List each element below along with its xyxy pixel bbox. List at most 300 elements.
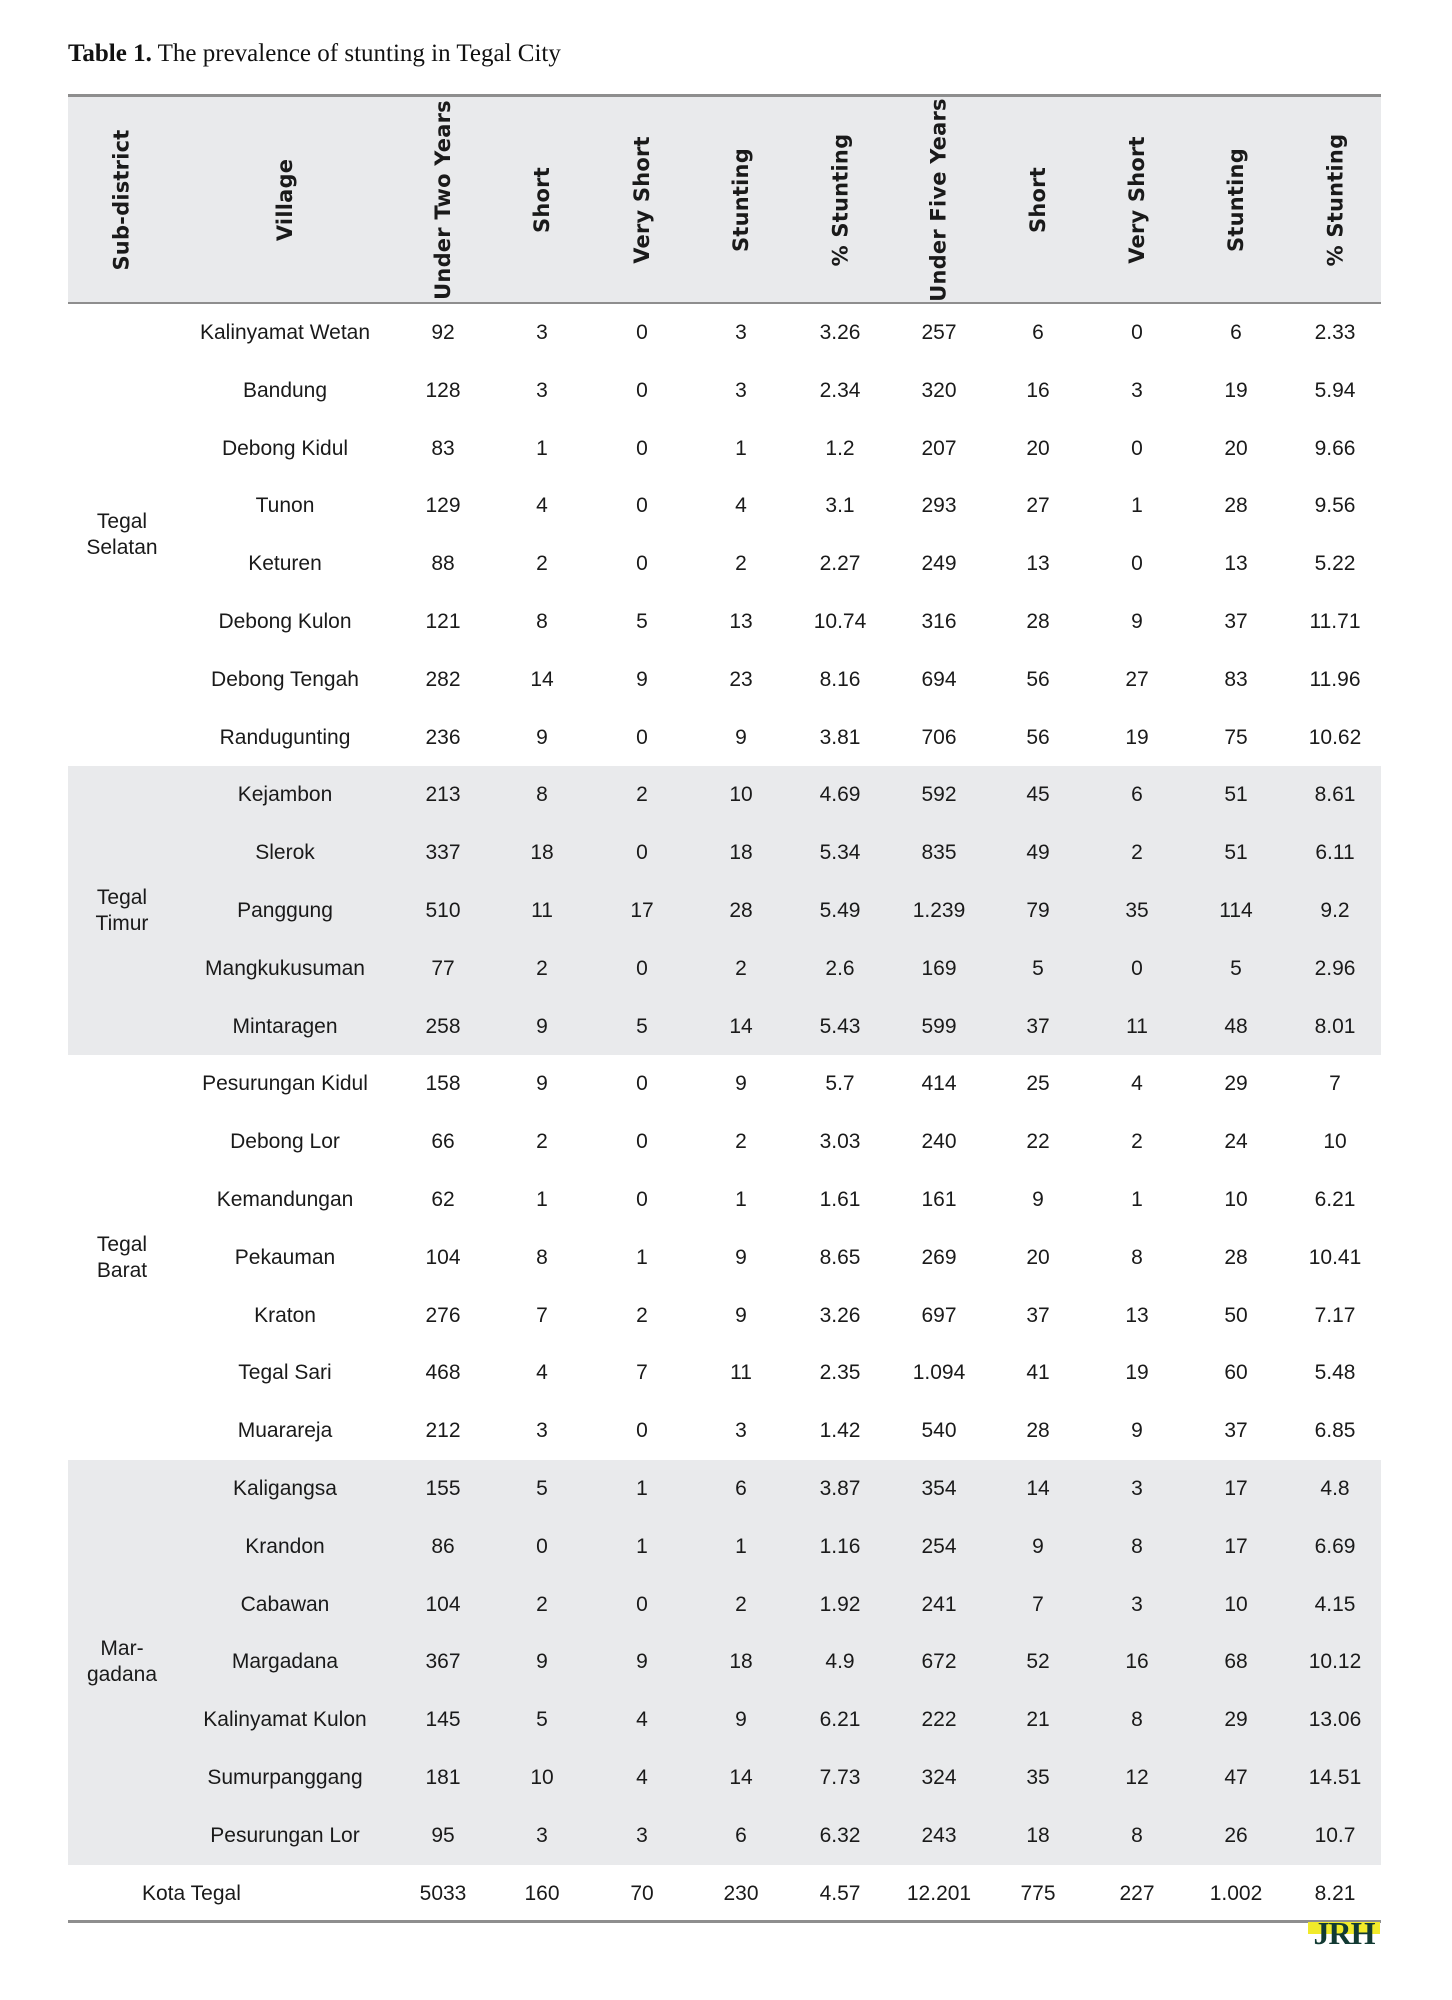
data-cell: 28 (729, 899, 753, 922)
data-cell: 2 (536, 956, 548, 980)
data-cell: 6.69 (1314, 1534, 1356, 1558)
data-cell: 5 (1032, 956, 1044, 980)
total-cell: 160 (524, 1881, 560, 1905)
data-cell: 293 (921, 494, 957, 518)
data-cell: 2 (735, 1130, 747, 1154)
data-cell: 320 (921, 378, 957, 402)
data-cell: 276 (425, 1303, 461, 1327)
data-cell: 13.06 (1308, 1708, 1362, 1732)
data-cell: 414 (921, 1072, 957, 1096)
data-cell: 8.01 (1314, 1014, 1356, 1038)
data-cell: 2.33 (1314, 321, 1356, 344)
data-cell: 52 (1026, 1650, 1050, 1674)
data-cell: 6 (1230, 321, 1242, 344)
column-header-label: Stunting (729, 148, 754, 252)
data-cell: 0 (636, 956, 648, 980)
data-cell: 5 (1230, 956, 1242, 980)
table-row (68, 882, 1381, 940)
data-cell: 83 (431, 436, 455, 460)
data-cell: 9.66 (1314, 436, 1356, 460)
total-cell: 1.002 (1209, 1881, 1263, 1905)
data-cell: 45 (1026, 783, 1050, 807)
data-cell: 16 (1026, 378, 1050, 402)
column-header (68, 97, 176, 303)
data-cell: 2 (536, 552, 548, 576)
data-cell: 1 (536, 1188, 548, 1211)
data-cell: 6 (735, 1477, 747, 1500)
data-cell: 1 (1131, 494, 1143, 518)
table-row (68, 1171, 1381, 1229)
village-name: Slerok (255, 841, 315, 865)
table-row (68, 1460, 1381, 1518)
journal-logo (1306, 1920, 1382, 1948)
data-cell: 0 (1131, 552, 1143, 576)
data-cell: 835 (921, 841, 957, 865)
data-cell: 2 (1131, 841, 1143, 865)
column-header-label: Under Two Years (431, 100, 455, 300)
data-cell: 2.35 (819, 1361, 861, 1385)
data-cell: 4.69 (819, 783, 861, 807)
data-cell: 29 (1224, 1708, 1248, 1732)
data-cell: 3 (536, 378, 548, 402)
data-cell: 9 (536, 1650, 548, 1674)
data-cell: 0 (536, 1534, 548, 1558)
data-cell: 254 (921, 1534, 957, 1558)
data-cell: 0 (636, 1419, 648, 1443)
column-header-label: Very Short (630, 136, 655, 264)
data-cell: 9 (1131, 1419, 1143, 1443)
data-cell: 16 (1125, 1650, 1149, 1674)
data-cell: 10 (1323, 1130, 1347, 1154)
data-cell: 1 (636, 1245, 648, 1269)
data-cell: 3 (1131, 1477, 1143, 1500)
data-cell: 4 (536, 1361, 548, 1385)
data-cell: 354 (921, 1477, 957, 1500)
data-cell: 9 (636, 667, 648, 691)
data-cell: 7 (1329, 1072, 1341, 1096)
data-cell: 3.03 (819, 1130, 861, 1154)
column-header-label: Stunting (1224, 148, 1249, 252)
data-cell: 0 (636, 1072, 648, 1096)
data-cell: 4.15 (1314, 1592, 1356, 1616)
data-cell: 22 (1026, 1130, 1050, 1154)
village-name: Muarareja (237, 1419, 333, 1443)
table-row (68, 535, 1381, 593)
table-row (68, 1287, 1381, 1345)
data-cell: 8 (1131, 1708, 1143, 1732)
data-cell: 37 (1026, 1014, 1050, 1038)
data-cell: 8.65 (819, 1245, 861, 1269)
table-row (68, 709, 1381, 767)
column-header-label: Very Short (1125, 136, 1150, 264)
column-header (692, 97, 791, 303)
data-cell: 9 (735, 1708, 747, 1732)
data-cell: 5.43 (819, 1014, 861, 1038)
column-header (791, 97, 890, 303)
data-cell: 2 (536, 1130, 548, 1154)
data-cell: 222 (921, 1708, 957, 1732)
data-cell: 10.41 (1308, 1245, 1362, 1269)
data-cell: 28 (1026, 610, 1050, 633)
data-cell: 24 (1224, 1130, 1248, 1154)
data-cell: 2 (735, 1592, 747, 1616)
data-cell: 6 (1032, 321, 1044, 344)
data-cell: 3.1 (825, 494, 855, 518)
data-cell: 13 (1125, 1303, 1149, 1327)
data-cell: 5 (536, 1708, 548, 1732)
data-cell: 3 (636, 1823, 648, 1847)
data-cell: 8 (1131, 1823, 1143, 1847)
data-cell: 8 (1131, 1245, 1143, 1269)
data-cell: 0 (636, 378, 648, 402)
data-cell: 6.21 (1314, 1188, 1356, 1211)
data-cell: 2 (636, 1303, 648, 1327)
data-cell: 29 (1224, 1072, 1248, 1096)
data-cell: 9 (1131, 610, 1143, 633)
column-header (1187, 97, 1286, 303)
data-cell: 8 (536, 610, 548, 633)
data-cell: 1 (735, 436, 747, 460)
data-cell: 0 (636, 436, 648, 460)
data-cell: 9 (1032, 1534, 1044, 1558)
total-row (68, 1865, 1381, 1923)
data-cell: 19 (1125, 1361, 1149, 1385)
data-cell: 5 (536, 1477, 548, 1500)
total-label: Kota Tegal (142, 1881, 241, 1905)
data-cell: 9.2 (1320, 899, 1350, 922)
data-cell: 18 (729, 841, 753, 865)
data-cell: 48 (1224, 1014, 1248, 1038)
village-name: Cabawan (240, 1592, 330, 1616)
village-name: Krandon (245, 1534, 325, 1558)
data-cell: 104 (425, 1592, 461, 1616)
data-cell: 0 (636, 1130, 648, 1154)
data-cell: 9 (735, 1072, 747, 1096)
sub-district-line: Barat (96, 1258, 148, 1282)
data-cell: 1 (636, 1534, 648, 1558)
data-cell: 158 (425, 1072, 461, 1096)
data-cell: 18 (1026, 1823, 1050, 1847)
data-cell: 4 (735, 494, 747, 518)
data-cell: 37 (1224, 610, 1248, 633)
data-cell: 257 (921, 321, 957, 344)
data-cell: 2 (735, 552, 747, 576)
data-cell: 11 (1126, 1014, 1148, 1038)
sub-district-label (68, 1232, 176, 1284)
data-cell: 10 (729, 783, 753, 807)
data-cell: 128 (425, 378, 461, 402)
data-cell: 77 (431, 956, 455, 980)
sub-district-line: Tegal (96, 1232, 148, 1256)
data-cell: 7 (536, 1303, 548, 1327)
data-cell: 1.42 (819, 1419, 861, 1443)
data-cell: 5.7 (825, 1072, 855, 1096)
data-cell: 11.96 (1309, 667, 1361, 691)
data-cell: 18 (530, 841, 554, 865)
data-cell: 41 (1026, 1361, 1050, 1385)
data-cell: 2 (1131, 1130, 1143, 1154)
table-row (68, 1749, 1381, 1807)
table-row (68, 940, 1381, 998)
table-row (68, 1518, 1381, 1576)
data-cell: 17 (630, 899, 654, 922)
data-cell: 1 (735, 1188, 747, 1211)
data-cell: 10.12 (1308, 1650, 1362, 1674)
village-name: Debong Kulon (218, 610, 352, 633)
village-name: Pekauman (234, 1245, 336, 1269)
village-name: Randugunting (219, 725, 351, 749)
table-row (68, 362, 1381, 420)
data-cell: 27 (1125, 667, 1149, 691)
data-cell: 2 (636, 783, 648, 807)
data-cell: 0 (636, 494, 648, 518)
village-name: Debong Kidul (221, 436, 349, 460)
data-cell: 145 (425, 1708, 461, 1732)
sub-district-label (68, 1636, 176, 1688)
data-cell: 83 (1224, 667, 1248, 691)
data-cell: 5 (636, 610, 648, 633)
data-cell: 14 (729, 1766, 753, 1789)
data-cell: 17 (1224, 1477, 1248, 1500)
table-row (68, 477, 1381, 535)
data-cell: 324 (921, 1766, 957, 1789)
data-cell: 92 (431, 321, 455, 344)
table-caption-label: Table 1. (68, 40, 152, 67)
table-row (68, 1344, 1381, 1402)
data-cell: 3 (735, 321, 747, 344)
data-cell: 75 (1224, 725, 1248, 749)
data-cell: 88 (431, 552, 455, 576)
data-cell: 5.94 (1314, 378, 1356, 402)
data-cell: 337 (425, 841, 461, 865)
data-cell: 51 (1224, 783, 1248, 807)
data-cell: 18 (729, 1650, 753, 1674)
column-header-label: % Stunting (828, 133, 853, 267)
village-name: Kaligangsa (233, 1477, 337, 1500)
data-cell: 104 (425, 1245, 461, 1269)
data-cell: 3 (536, 1823, 548, 1847)
data-cell: 14 (1026, 1477, 1050, 1500)
sub-district-line: Tegal (96, 885, 148, 909)
data-cell: 4 (636, 1708, 648, 1732)
table-row (68, 304, 1381, 362)
data-cell: 47 (1224, 1766, 1248, 1789)
data-cell: 6 (735, 1823, 747, 1847)
data-cell: 468 (425, 1361, 461, 1385)
data-cell: 0 (636, 321, 648, 344)
data-cell: 20 (1026, 436, 1050, 460)
data-cell: 5.48 (1314, 1361, 1356, 1385)
data-cell: 0 (636, 725, 648, 749)
data-cell: 14.51 (1308, 1766, 1362, 1789)
total-cell: 230 (723, 1881, 759, 1905)
village-name: Sumurpanggang (207, 1766, 363, 1789)
data-cell: 169 (921, 956, 957, 980)
data-cell: 4 (536, 494, 548, 518)
data-cell: 6.21 (819, 1708, 861, 1732)
data-cell: 4.9 (825, 1650, 855, 1674)
column-header (180, 97, 390, 303)
data-cell: 5.22 (1314, 552, 1356, 576)
logo-text: JRH (1313, 1920, 1375, 1948)
village-name: Mintaragen (232, 1014, 338, 1038)
village-name: Kemandungan (216, 1188, 354, 1211)
data-cell: 1.239 (912, 899, 966, 922)
column-header (1286, 97, 1385, 303)
data-cell: 28 (1224, 1245, 1248, 1269)
table-row (68, 998, 1381, 1056)
data-cell: 3 (536, 321, 548, 344)
data-cell: 13 (1026, 552, 1050, 576)
data-cell: 3 (1131, 1592, 1143, 1616)
village-name: Tunon (255, 494, 315, 518)
sub-district-line: Tegal (96, 510, 148, 534)
data-cell: 20 (1224, 436, 1248, 460)
data-cell: 28 (1026, 1419, 1050, 1443)
data-cell: 4 (1131, 1072, 1143, 1096)
data-cell: 2 (536, 1592, 548, 1616)
data-cell: 258 (425, 1014, 461, 1038)
data-cell: 4.8 (1320, 1477, 1350, 1500)
data-cell: 236 (425, 725, 461, 749)
sub-district-line: Timur (95, 911, 149, 935)
data-cell: 5 (636, 1014, 648, 1038)
village-name: Pesurungan Kidul (202, 1072, 368, 1096)
data-cell: 20 (1026, 1245, 1050, 1269)
data-cell: 155 (425, 1477, 461, 1500)
data-cell: 12 (1125, 1766, 1149, 1789)
data-cell: 3 (735, 378, 747, 402)
table-row (68, 1229, 1381, 1287)
table-row (68, 1691, 1381, 1749)
data-cell: 697 (921, 1303, 957, 1327)
data-cell: 11.71 (1309, 610, 1361, 633)
table-row (68, 1633, 1381, 1691)
data-cell: 3.81 (819, 725, 861, 749)
table-row (68, 420, 1381, 478)
column-header (593, 97, 692, 303)
data-cell: 0 (1131, 956, 1143, 980)
village-name: Margadana (231, 1650, 339, 1674)
data-cell: 2.27 (819, 552, 861, 576)
data-cell: 3.26 (819, 1303, 861, 1327)
data-cell: 66 (431, 1130, 455, 1154)
data-cell: 7 (636, 1361, 648, 1385)
village-name: Kejambon (237, 783, 333, 807)
data-cell: 35 (1125, 899, 1149, 922)
data-cell: 9 (536, 1072, 548, 1096)
data-cell: 25 (1026, 1072, 1050, 1096)
data-cell: 706 (921, 725, 957, 749)
data-cell: 35 (1026, 1766, 1050, 1789)
data-cell: 240 (921, 1130, 957, 1154)
data-cell: 3 (735, 1419, 747, 1443)
village-name: Mangkukusuman (205, 956, 365, 980)
data-cell: 7 (1032, 1592, 1044, 1616)
total-cell: 8.21 (1314, 1881, 1356, 1905)
data-cell: 7.73 (819, 1766, 861, 1789)
table-header (68, 97, 1381, 303)
table-caption-text: The prevalence of stunting in Tegal City (157, 40, 561, 67)
data-cell: 9 (1032, 1188, 1044, 1211)
data-cell: 8.61 (1314, 783, 1356, 807)
data-cell: 13 (1224, 552, 1248, 576)
data-cell: 510 (425, 899, 461, 922)
data-cell: 9 (735, 1303, 747, 1327)
column-header-label: Sub-district (110, 129, 135, 271)
data-cell: 161 (921, 1188, 957, 1211)
data-cell: 14 (729, 1014, 753, 1038)
data-cell: 129 (425, 494, 461, 518)
data-cell: 9 (735, 1245, 747, 1269)
table-row (68, 824, 1381, 882)
table-row (68, 593, 1381, 651)
data-cell: 5.49 (819, 899, 861, 922)
data-cell: 316 (921, 610, 957, 633)
data-cell: 56 (1026, 667, 1050, 691)
data-cell: 26 (1224, 1823, 1248, 1847)
data-cell: 249 (921, 552, 957, 576)
data-cell: 0 (636, 841, 648, 865)
data-cell: 8.16 (819, 667, 861, 691)
data-cell: 540 (921, 1419, 957, 1443)
sub-district-line: Selatan (86, 536, 158, 560)
data-cell: 1 (735, 1534, 747, 1558)
data-cell: 3 (1131, 378, 1143, 402)
data-cell: 11 (531, 899, 553, 922)
table-row (68, 1055, 1381, 1113)
data-cell: 1 (1131, 1188, 1143, 1211)
table-caption (68, 40, 561, 68)
data-cell: 50 (1224, 1303, 1248, 1327)
sub-district-label (68, 885, 176, 937)
data-cell: 181 (425, 1766, 461, 1789)
data-cell: 1.16 (819, 1534, 861, 1558)
data-cell: 7.17 (1314, 1303, 1356, 1327)
data-cell: 241 (921, 1592, 957, 1616)
sub-district-label (68, 509, 176, 561)
data-cell: 2.96 (1314, 956, 1356, 980)
data-cell: 207 (921, 436, 957, 460)
data-cell: 1.61 (819, 1188, 861, 1211)
data-cell: 95 (431, 1823, 455, 1847)
data-cell: 243 (921, 1823, 957, 1847)
data-cell: 51 (1224, 841, 1248, 865)
data-cell: 10 (1224, 1592, 1248, 1616)
data-cell: 49 (1026, 841, 1050, 865)
column-header (493, 97, 592, 303)
data-cell: 28 (1224, 494, 1248, 518)
sub-district-line: gadana (86, 1663, 158, 1687)
data-cell: 2.6 (825, 956, 855, 980)
data-cell: 10 (530, 1766, 554, 1789)
village-name: Kalinyamat Kulon (203, 1708, 367, 1732)
data-cell: 2.34 (819, 378, 861, 402)
data-cell: 27 (1026, 494, 1050, 518)
data-cell: 3.26 (819, 321, 861, 344)
data-cell: 4 (636, 1766, 648, 1789)
data-cell: 0 (636, 1188, 648, 1211)
data-cell: 282 (425, 667, 461, 691)
column-header (890, 97, 989, 303)
village-name: Bandung (242, 378, 328, 402)
data-cell: 62 (431, 1188, 455, 1211)
table-row (68, 766, 1381, 824)
data-cell: 23 (729, 667, 753, 691)
data-cell: 121 (425, 610, 461, 633)
data-cell: 9 (636, 1650, 648, 1674)
data-cell: 1.92 (819, 1592, 861, 1616)
